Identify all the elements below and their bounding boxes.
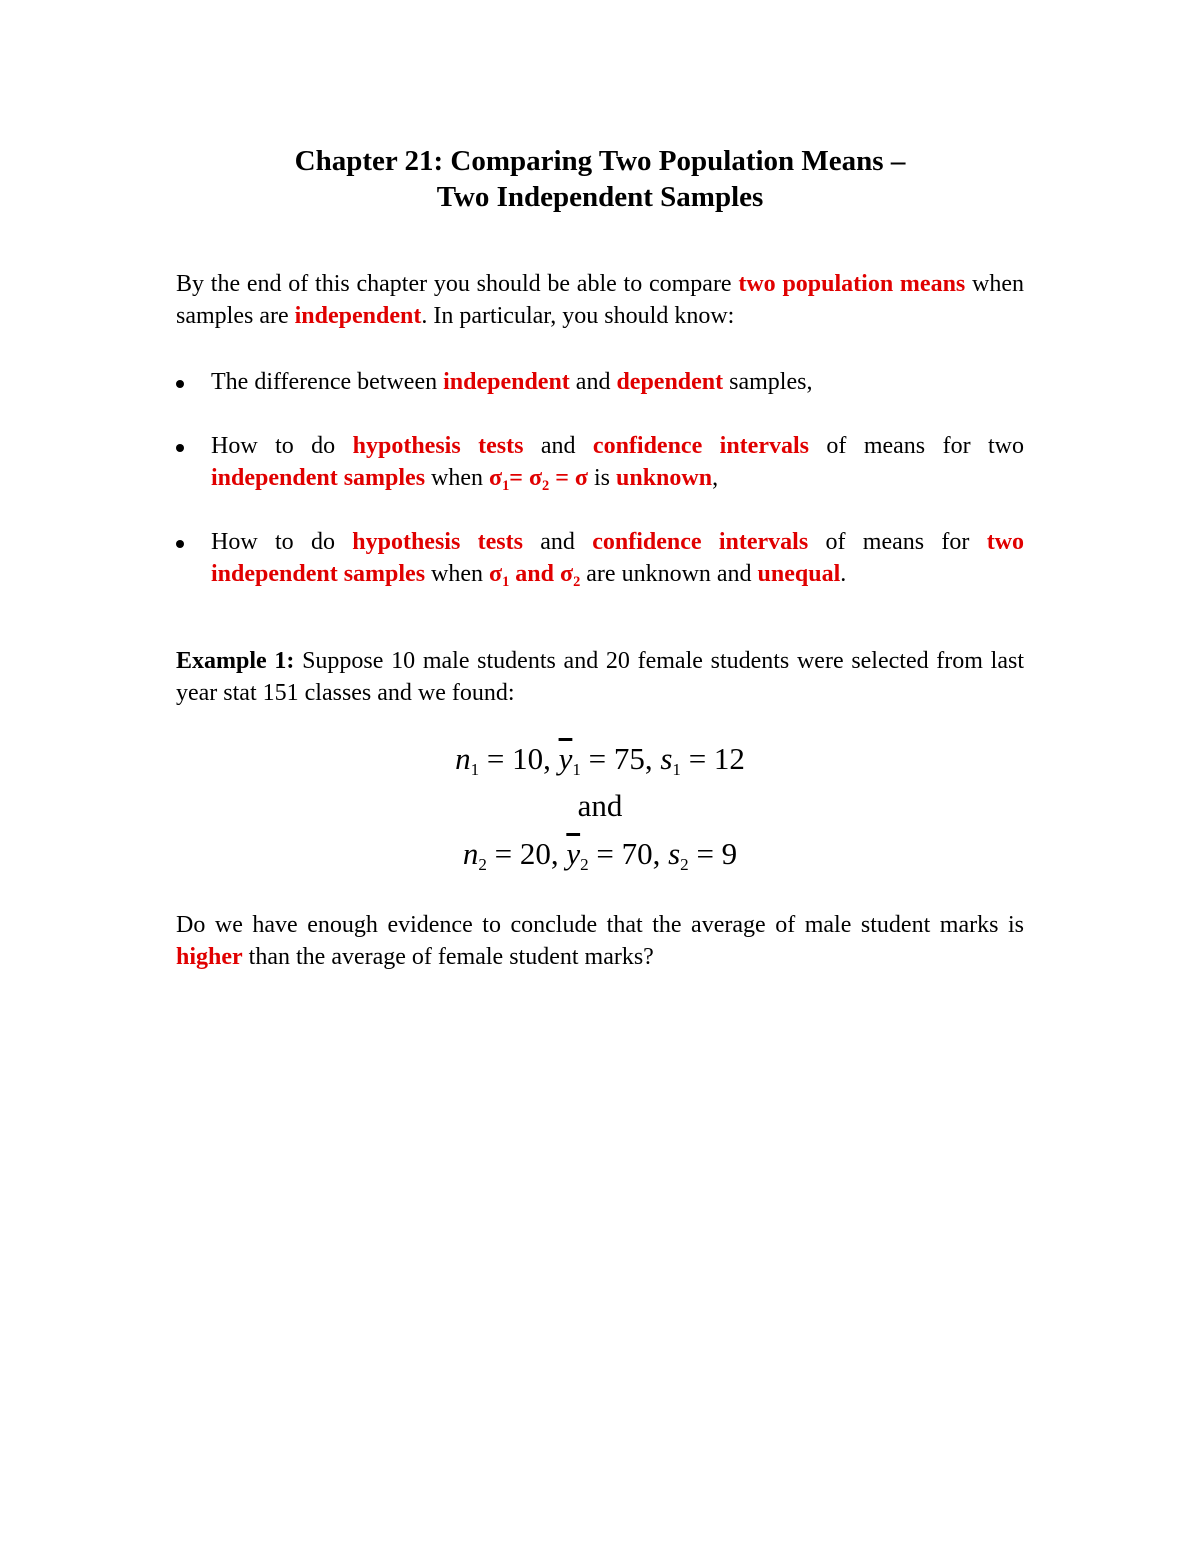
bullet-text: when <box>425 465 490 491</box>
intro-text: when samples are <box>176 271 1025 329</box>
question-paragraph <box>176 909 1024 973</box>
bullet-text: and <box>569 369 617 395</box>
bullet-text: and <box>523 433 593 459</box>
bullet-text: of means for two <box>808 433 1024 459</box>
question-text: than the average of female student marks? <box>242 944 654 970</box>
bullet-text: The difference between <box>211 369 444 395</box>
equation-sample2: $n_2 = 20$, $\overline{y}_2 = 70$, $s_2 = 9$ <box>462 836 738 874</box>
bullet-icon <box>176 444 184 452</box>
bullet-highlight: independent <box>443 369 570 395</box>
example-label: Example 1: <box>176 648 295 674</box>
bullet-icon <box>176 540 184 548</box>
chapter-title-line2: Two Independent Samples <box>436 181 764 213</box>
bullet-highlight: dependent <box>616 369 724 395</box>
equation-sample1: $n_1 = 10$, $\overline{y}_1 = 75$, $s_1 = 12$ <box>455 741 745 779</box>
chapter-title-line1: Chapter 21: Comparing Two Population Means – <box>294 145 906 177</box>
intro-paragraph <box>176 268 1024 332</box>
bullet-icon <box>176 380 184 388</box>
equation-and: and <box>577 788 623 823</box>
bullet-text: How to do <box>211 433 353 459</box>
sigma-condition: $\sigma_1= \sigma_2 = \sigma$ <box>489 465 588 495</box>
sigma-condition: $\sigma_1$ and $\sigma_2$ <box>489 561 581 591</box>
question-text: Do we have enough evidence to conclude that the average of male student marks is <box>176 912 1024 938</box>
bullet-highlight: independent samples <box>211 465 426 491</box>
bullet-highlight: unequal <box>757 561 841 587</box>
objective-item <box>176 526 1024 598</box>
bullet-highlight: hypothesis tests <box>352 529 523 555</box>
bullet-highlight: two independent samples <box>211 529 1025 587</box>
objective-item <box>176 430 1024 502</box>
example-paragraph <box>176 645 1024 709</box>
bullet-text: samples, <box>723 369 813 395</box>
bullet-text: when <box>425 561 490 587</box>
intro-highlight: independent <box>294 303 422 329</box>
bullet-text: of means for <box>808 529 987 555</box>
bullet-text: is <box>587 465 616 491</box>
intro-text: By the end of this chapter you should be able to compare <box>176 271 739 297</box>
intro-text: . In particular, you should know: <box>421 303 735 329</box>
example-text: Suppose 10 male students and 20 female students were selected from last year stat 151 classes and we found: <box>176 648 1024 706</box>
intro-highlight: two population means <box>738 271 966 297</box>
bullet-highlight: confidence intervals <box>592 529 809 555</box>
bullet-text: . <box>840 561 847 587</box>
bullet-highlight: hypothesis tests <box>352 433 524 459</box>
question-highlight: higher <box>176 944 243 970</box>
bullet-highlight: confidence intervals <box>592 433 809 459</box>
bullet-text: and <box>522 529 593 555</box>
bullet-highlight: unknown <box>616 465 713 491</box>
bullet-text: are unknown and <box>580 561 758 587</box>
bullet-text: , <box>712 465 719 491</box>
bullet-text: How to do <box>211 529 353 555</box>
objective-item <box>176 366 1024 398</box>
